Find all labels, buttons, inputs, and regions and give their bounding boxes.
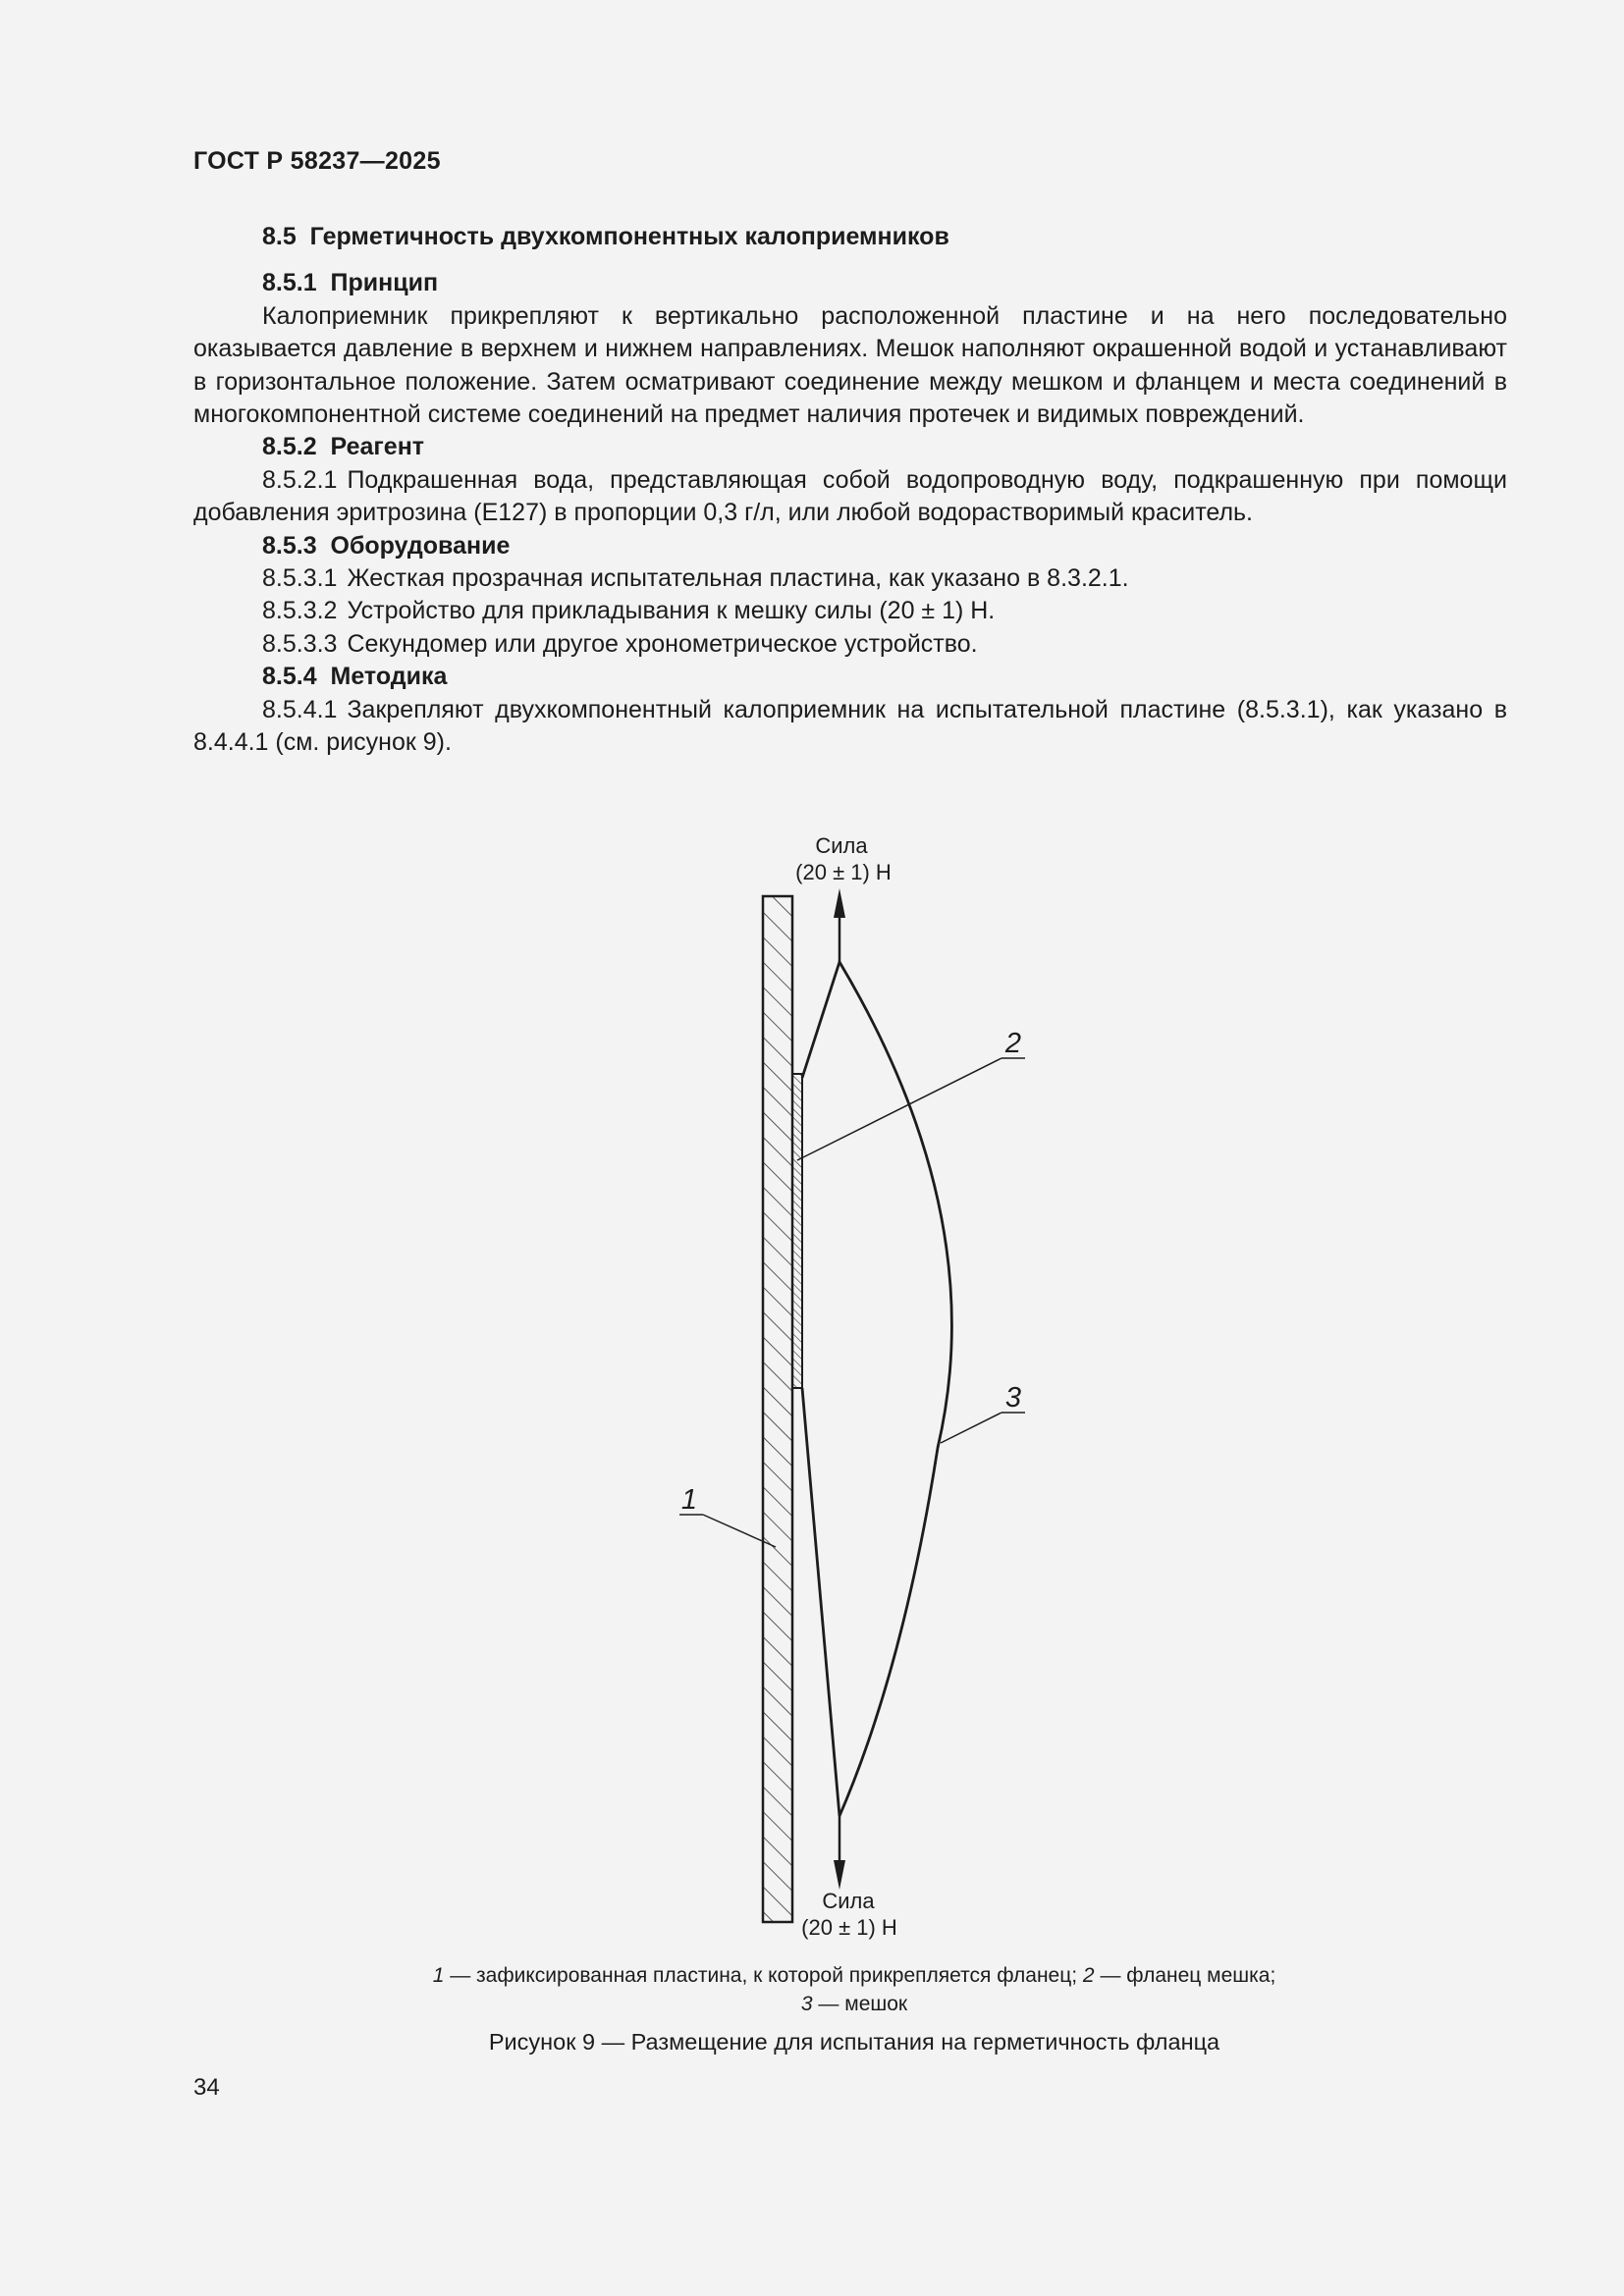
reagent-item-number: 8.5.2.1	[262, 465, 338, 494]
legend-line-1	[295, 1961, 1414, 1990]
section-heading-title: Герметичность двухкомпонентных калоприемников	[309, 223, 949, 250]
bottom-arrow-head-icon	[834, 1860, 845, 1890]
equipment-item-text: Секундомер или другое хронометрическое устройство.	[347, 629, 978, 658]
equipment-item-text: Устройство для прикладывания к мешку силы (20 ± 1) Н.	[347, 597, 996, 625]
legend-num-2: 2	[1082, 1964, 1095, 1987]
equipment-item-number: 8.5.3.3	[262, 629, 338, 658]
principle-title: Принцип	[330, 269, 439, 297]
reagent-item-text: Подкрашенная вода, представляющая собой водопроводную воду, подкрашенную при помощи добавления эритрозина (Е127) в пропорции 0,3 г/л, или любой водорастворимый краситель.	[193, 465, 1507, 527]
reagent-title: Реагент	[330, 433, 425, 461]
legend-text-2: — фланец мешка;	[1094, 1964, 1276, 1987]
section-heading-number: 8.5	[262, 223, 297, 250]
reagent-number: 8.5.2	[262, 433, 317, 461]
figure-title: Рисунок 9 — Размещение для испытания на герметичность фланца	[488, 2029, 1220, 2055]
callout-2-label: 2	[1004, 1028, 1022, 1059]
equipment-title: Оборудование	[330, 531, 511, 560]
page-number: 34	[193, 2074, 220, 2101]
legend-line-2	[295, 1990, 1414, 2018]
equipment-item-number: 8.5.3.2	[262, 597, 338, 625]
callout-1-label: 1	[680, 1484, 698, 1516]
bottom-force-label: Сила	[822, 1889, 875, 1913]
equipment-item-number: 8.5.3.1	[262, 564, 338, 593]
top-arrow-head-icon	[834, 888, 845, 918]
method-item-number: 8.5.4.1	[262, 695, 338, 723]
equipment-number: 8.5.3	[262, 531, 317, 560]
callout-3-leader	[941, 1413, 1001, 1443]
figure-legend	[295, 1961, 1414, 2018]
legend-num-1: 1	[432, 1964, 445, 1987]
principle-number: 8.5.1	[262, 269, 317, 297]
method-number: 8.5.4	[262, 663, 317, 691]
equipment-item-text: Жесткая прозрачная испытательная пластина, как указано в 8.3.2.1.	[347, 564, 1129, 593]
method-title: Методика	[330, 663, 448, 691]
legend-num-3: 3	[800, 1993, 813, 2015]
top-force-label: Сила	[815, 833, 868, 858]
callout-3-label: 3	[1004, 1382, 1022, 1414]
method-item-text: Закрепляют двухкомпонентный калоприемник на испытательной пластине (8.5.3.1), как указано в 8.4.4.1 (см. рисунок 9).	[193, 695, 1507, 757]
bag-outline	[802, 962, 951, 1816]
bottom-force-value: (20 ± 1) Н	[801, 1915, 897, 1940]
top-force-value: (20 ± 1) Н	[795, 860, 892, 884]
bag-flange	[792, 1074, 802, 1388]
principle-paragraph: Калоприемник прикрепляют к вертикально расположенной пластине и на него последовательно оказывается давление в верхнем и нижнем направлениях. Мешок наполняют окрашенной водой и устанавливают в горизонтальное положение. Затем осматривают соединение между мешком и фланцем и места соединений в многокомпонентной системе соединений на предмет наличия протечек и видимых повреждений.	[193, 301, 1507, 429]
standard-header: ГОСТ Р 58237—2025	[193, 147, 441, 175]
callout-2-leader	[797, 1058, 1001, 1160]
legend-text-3: — мешок	[812, 1993, 908, 2015]
fixed-plate	[763, 896, 792, 1922]
legend-text-1: — зафиксированная пластина, к которой прикрепляется фланец;	[444, 1964, 1083, 1987]
